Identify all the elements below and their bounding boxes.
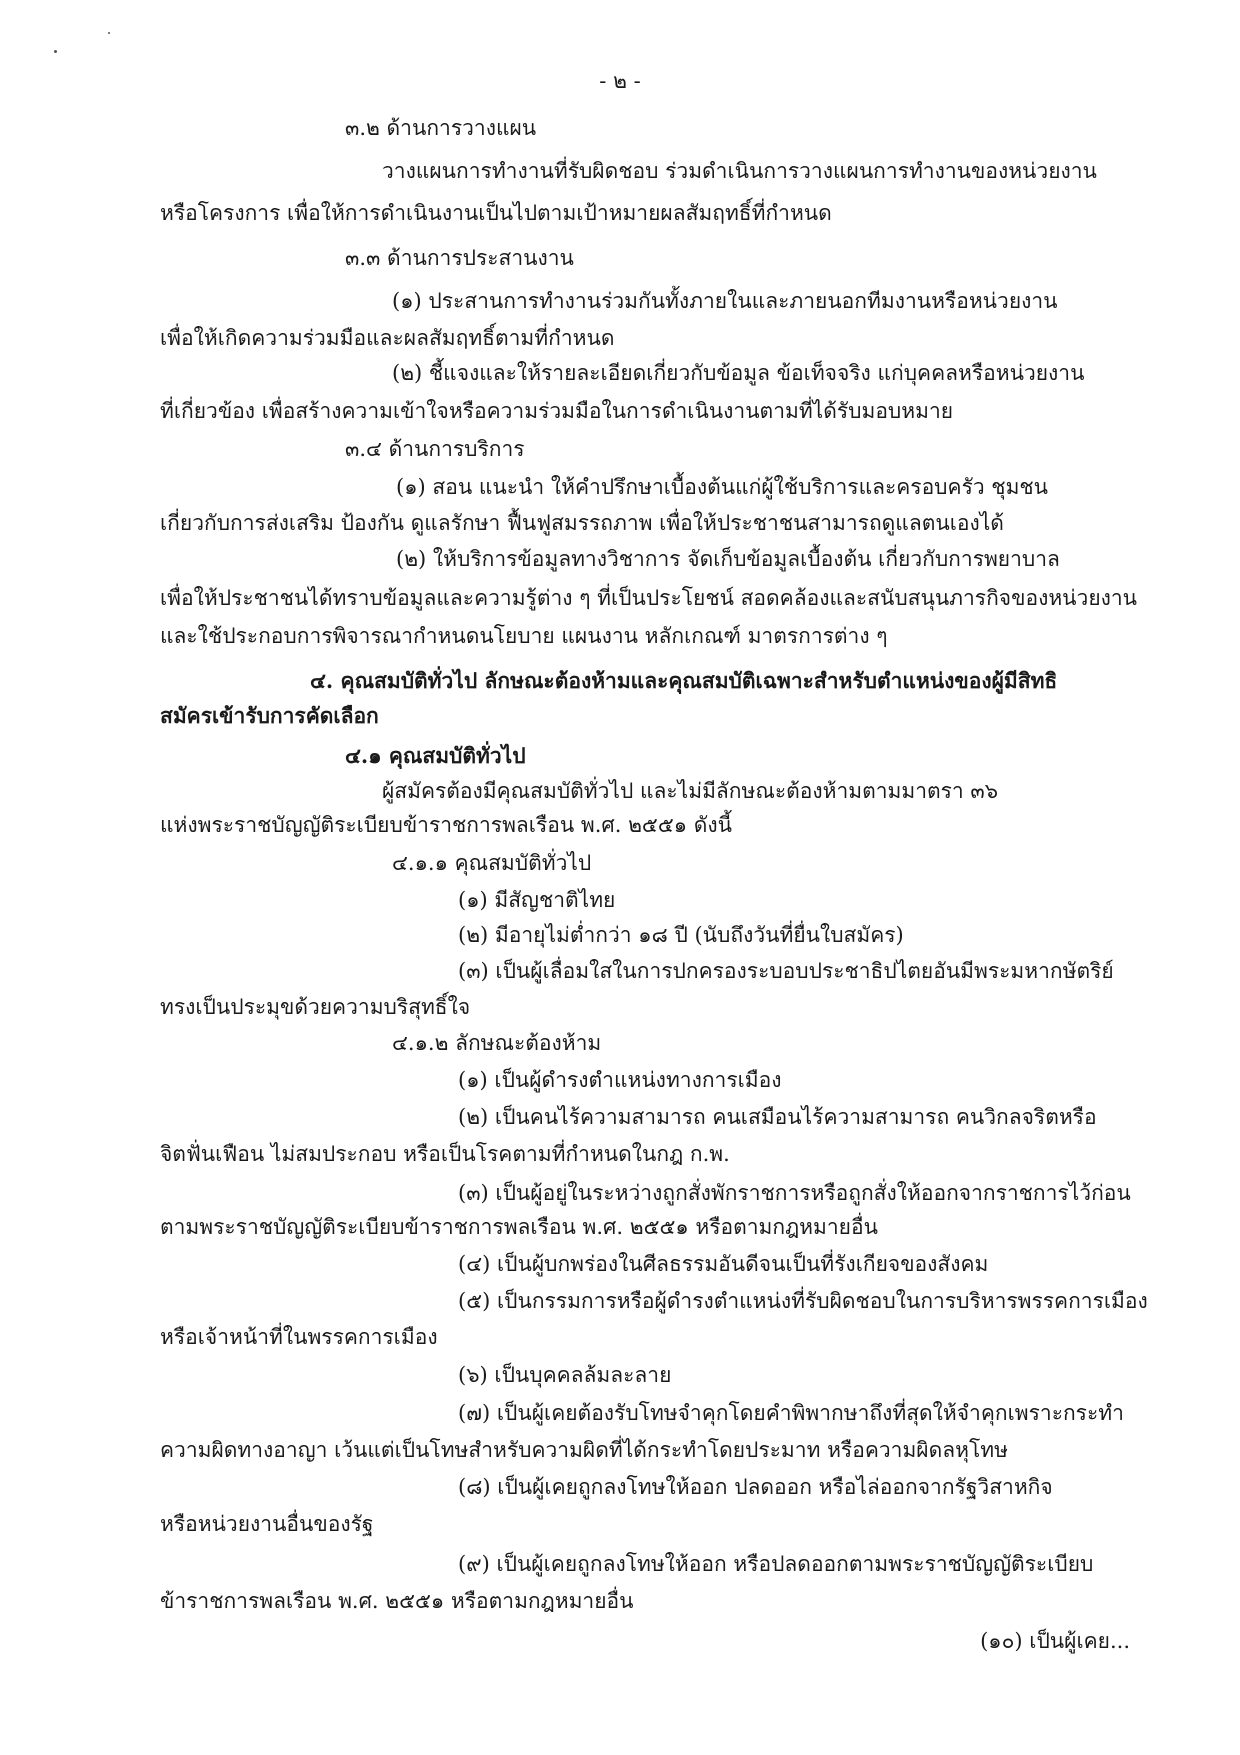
list-item: (๒) เป็นคนไร้ความสามารถ คนเสมือนไร้ความสามารถ คนวิกลจริตหรือ <box>458 1105 1097 1129</box>
paragraph-line: และใช้ประกอบการพิจารณากำหนดนโยบาย แผนงาน หลักเกณฑ์ มาตรการต่าง ๆ <box>160 624 888 648</box>
list-item-cont: ทรงเป็นประมุขด้วยความบริสุทธิ์ใจ <box>160 995 471 1019</box>
list-item: (๓) เป็นผู้เลื่อมใสในการปกครองระบอบประชาธิปไตยอันมีพระมหากษัตริย์ <box>458 959 1114 983</box>
section-heading-4: ๔. คุณสมบัติทั่วไป ลักษณะต้องห้ามและคุณสมบัติเฉพาะสำหรับตำแหน่งของผู้มีสิทธิ <box>310 668 1058 693</box>
paragraph-line: แห่งพระราชบัญญัติระเบียบข้าราชการพลเรือน พ.ศ. ๒๕๕๑ ดังนี้ <box>160 813 732 837</box>
list-item: (๑) เป็นผู้ดำรงตำแหน่งทางการเมือง <box>458 1068 782 1092</box>
paragraph-line: วางแผนการทำงานที่รับผิดชอบ ร่วมดำเนินการวางแผนการทำงานของหน่วยงาน <box>382 159 1097 183</box>
list-item-cont: ข้าราชการพลเรือน พ.ศ. ๒๕๕๑ หรือตามกฎหมายอื่น <box>160 1589 634 1613</box>
subsection-heading-4-1-2: ๔.๑.๒ ลักษณะต้องห้าม <box>392 1031 602 1055</box>
scan-speck <box>108 32 110 34</box>
list-item-cont: หรือเจ้าหน้าที่ในพรรคการเมือง <box>160 1325 438 1349</box>
list-item-cont: จิตฟั่นเฟือน ไม่สมประกอบ หรือเป็นโรคตามที่กำหนดในกฎ ก.พ. <box>160 1142 730 1166</box>
list-item-cont: หรือหน่วยงานอื่นของรัฐ <box>160 1512 374 1536</box>
paragraph-line: (๒) ชี้แจงและให้รายละเอียดเกี่ยวกับข้อมูล ข้อเท็จจริง แก่บุคคลหรือหน่วยงาน <box>392 361 1085 385</box>
paragraph-line: (๑) ประสานการทำงานร่วมกันทั้งภายในและภายนอกทีมงานหรือหน่วยงาน <box>392 289 1058 313</box>
list-item: (๘) เป็นผู้เคยถูกลงโทษให้ออก ปลดออก หรือไล่ออกจากรัฐวิสาหกิจ <box>458 1475 1053 1499</box>
section-heading-3-3: ๓.๓ ด้านการประสานงาน <box>345 246 574 270</box>
list-item: (๕) เป็นกรรมการหรือผู้ดำรงตำแหน่งที่รับผิดชอบในการบริหารพรรคการเมือง <box>458 1289 1148 1313</box>
list-item-cont: ความผิดทางอาญา เว้นแต่เป็นโทษสำหรับความผิดที่ได้กระทำโดยประมาท หรือความผิดลหุโทษ <box>160 1438 1008 1462</box>
list-item: (๒) มีอายุไม่ต่ำกว่า ๑๘ ปี (นับถึงวันที่ยื่นใบสมัคร) <box>458 923 904 947</box>
continuation-catchword: (๑๐) เป็นผู้เคย... <box>980 1629 1130 1653</box>
section-heading-3-4: ๓.๔ ด้านการบริการ <box>345 437 525 461</box>
paragraph-line: หรือโครงการ เพื่อให้การดำเนินงานเป็นไปตามเป้าหมายผลสัมฤทธิ์ที่กำหนด <box>160 201 832 225</box>
section-heading-4-cont: สมัครเข้ารับการคัดเลือก <box>160 703 379 728</box>
paragraph-line: เพื่อให้ประชาชนได้ทราบข้อมูลและความรู้ต่าง ๆ ที่เป็นประโยชน์ สอดคล้องและสนับสนุนภารกิจของหน่วยงาน <box>160 586 1138 610</box>
section-heading-4-1: ๔.๑ คุณสมบัติทั่วไป <box>345 743 526 768</box>
paragraph-line: เพื่อให้เกิดความร่วมมือและผลสัมฤทธิ์ตามที่กำหนด <box>160 326 615 350</box>
list-item: (๑) มีสัญชาติไทย <box>458 888 616 912</box>
subsection-heading-4-1-1: ๔.๑.๑ คุณสมบัติทั่วไป <box>392 851 592 875</box>
paragraph-line: ผู้สมัครต้องมีคุณสมบัติทั่วไป และไม่มีลักษณะต้องห้ามตามมาตรา ๓๖ <box>382 779 999 803</box>
list-item: (๓) เป็นผู้อยู่ในระหว่างถูกสั่งพักราชการหรือถูกสั่งให้ออกจากราชการไว้ก่อน <box>458 1181 1131 1205</box>
paragraph-line: เกี่ยวกับการส่งเสริม ป้องกัน ดูแลรักษา ฟื้นฟูสมรรถภาพ เพื่อให้ประชาชนสามารถดูแลตนเองได้ <box>160 511 1004 535</box>
list-item: (๖) เป็นบุคคลล้มละลาย <box>458 1363 672 1387</box>
paragraph-line: (๒) ให้บริการข้อมูลทางวิชาการ จัดเก็บข้อมูลเบื้องต้น เกี่ยวกับการพยาบาล <box>396 547 1060 571</box>
paragraph-line: (๑) สอน แนะนำ ให้คำปรึกษาเบื้องต้นแก่ผู้ใช้บริการและครอบครัว ชุมชน <box>396 475 1049 499</box>
page-number: - ๒ - <box>599 69 641 93</box>
list-item: (๙) เป็นผู้เคยถูกลงโทษให้ออก หรือปลดออกตามพระราชบัญญัติระเบียบ <box>458 1552 1094 1576</box>
section-heading-3-2: ๓.๒ ด้านการวางแผน <box>345 116 537 140</box>
scan-speck <box>54 50 57 53</box>
paragraph-line: ที่เกี่ยวข้อง เพื่อสร้างความเข้าใจหรือความร่วมมือในการดำเนินงานตามที่ได้รับมอบหมาย <box>160 399 954 423</box>
list-item: (๔) เป็นผู้บกพร่องในศีลธรรมอันดีจนเป็นที่รังเกียจของสังคม <box>458 1252 989 1276</box>
list-item-cont: ตามพระราชบัญญัติระเบียบข้าราชการพลเรือน พ.ศ. ๒๕๕๑ หรือตามกฎหมายอื่น <box>160 1215 878 1239</box>
list-item: (๗) เป็นผู้เคยต้องรับโทษจำคุกโดยคำพิพากษาถึงที่สุดให้จำคุกเพราะกระทำ <box>458 1401 1124 1425</box>
